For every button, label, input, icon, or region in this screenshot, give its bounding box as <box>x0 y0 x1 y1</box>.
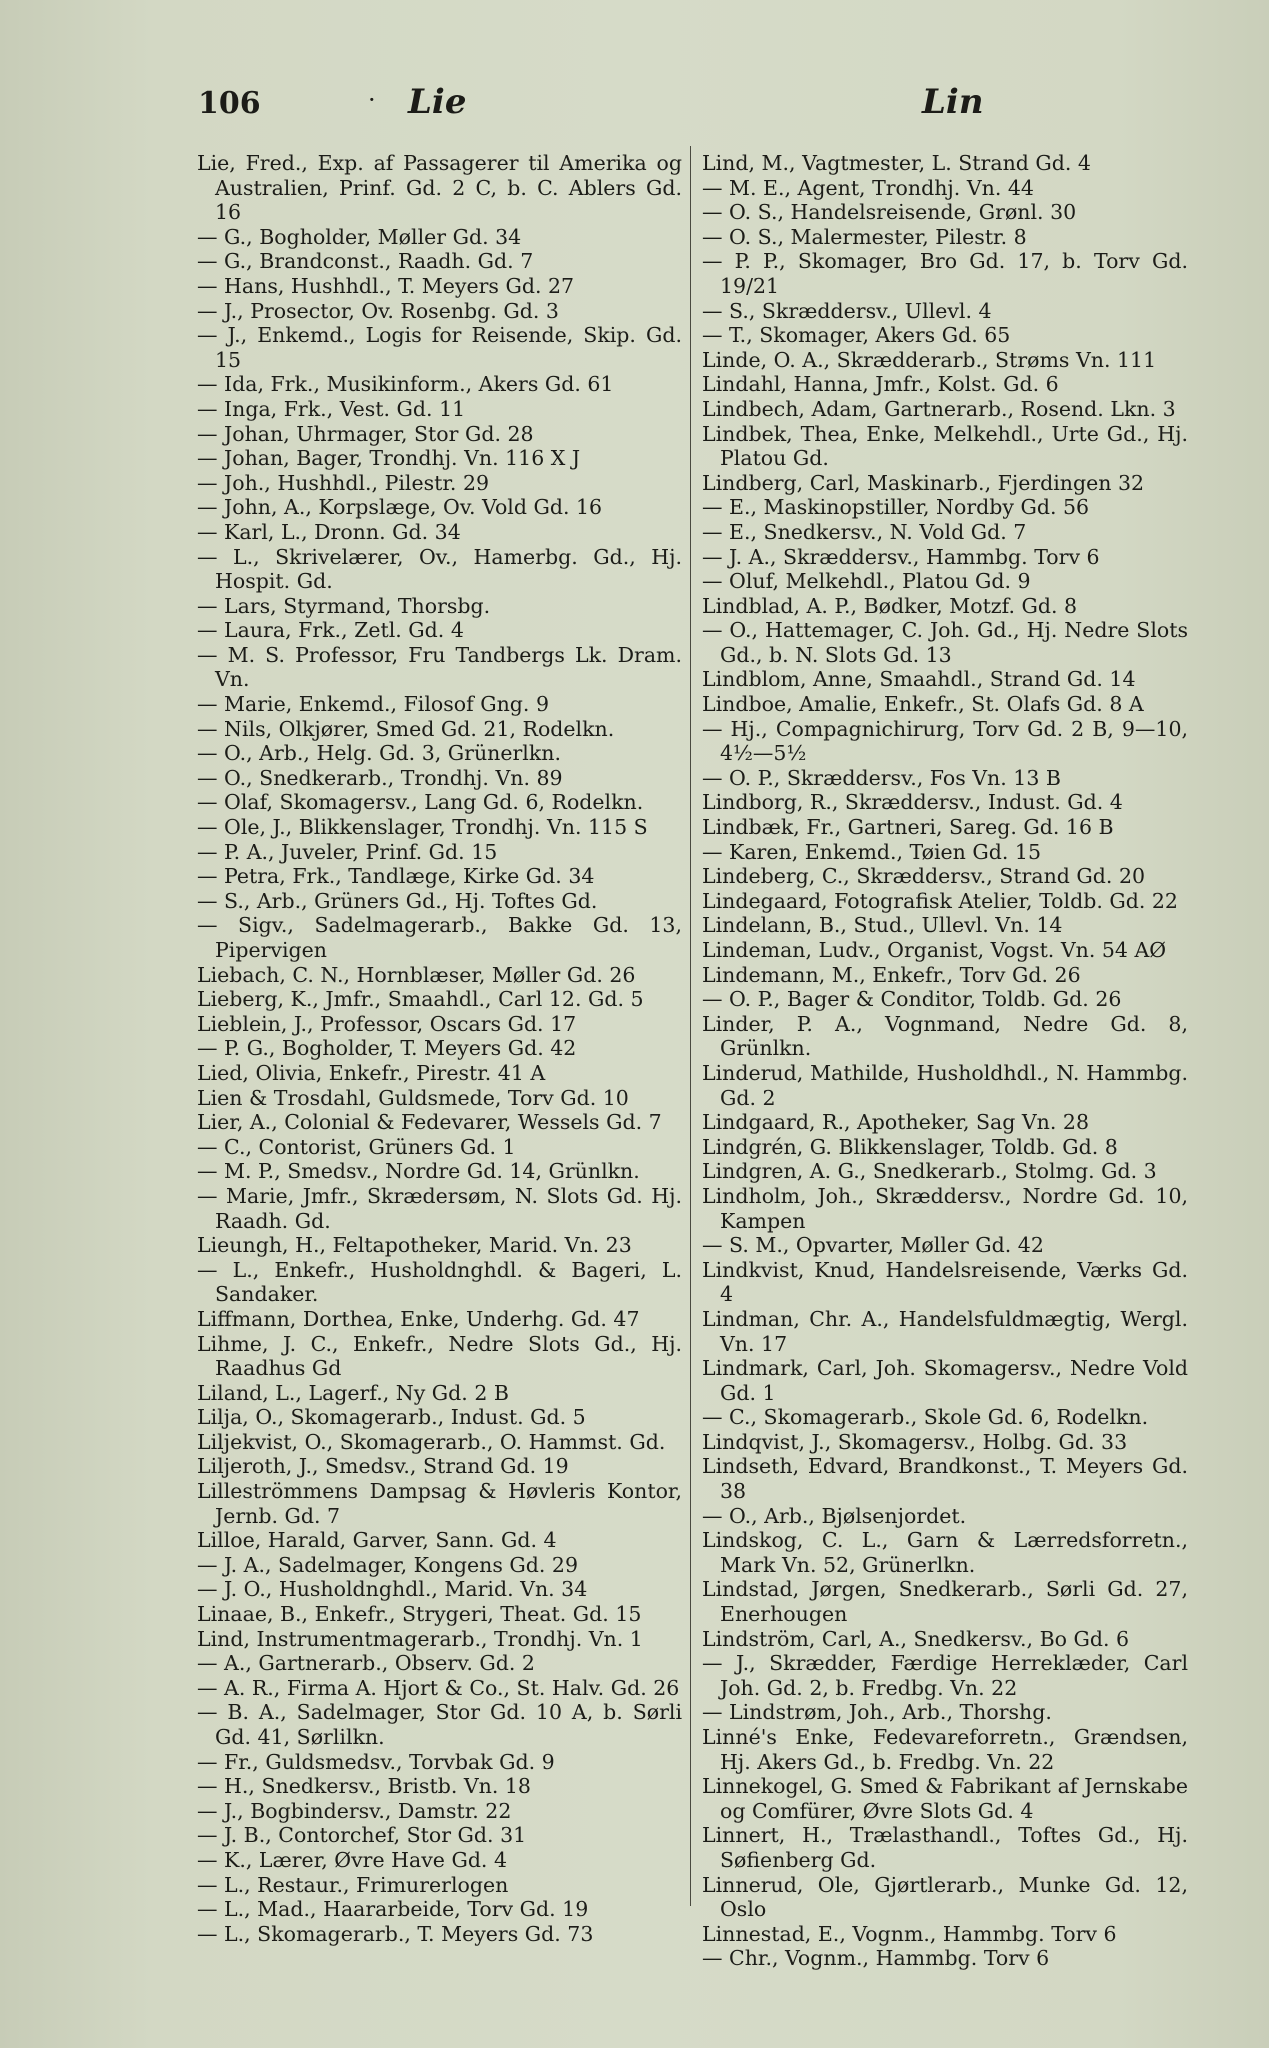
directory-entry: — O., Arb., Bjølsenjordet. <box>702 1503 967 1528</box>
directory-entry: — Karl, L., Dronn. Gd. 34 <box>197 519 461 544</box>
directory-entry: Lieberg, K., Jmfr., Smaahdl., Carl 12. Gd. 5 <box>197 987 644 1012</box>
directory-entry: — M. E., Agent, Trondhj. Vn. 44 <box>702 175 1034 200</box>
directory-entry: — P. P., Skomager, Bro Gd. 17, b. Torv Gd. 19/21 <box>702 249 1188 298</box>
directory-entry: — Sigv., Sadelmagerarb., Bakke Gd. 13, Pipervigen <box>197 913 682 962</box>
directory-entry: Lier, A., Colonial & Fedevarer, Wessels Gd. 7 <box>197 1110 662 1135</box>
directory-entry: Lindholm, Joh., Skræddersv., Nordre Gd. 10, Kampen <box>702 1183 1188 1233</box>
directory-entry: Lindblom, Anne, Smaahdl., Strand Gd. 14 <box>702 667 1136 692</box>
page-header <box>0 80 1269 132</box>
directory-entry: Lindqvist, J., Skomagersv., Holbg. Gd. 33 <box>702 1429 1128 1454</box>
directory-entry: — J., Skrædder, Færdige Herreklæder, Carl Joh. Gd. 2, b. Fredbg. Vn. 22 <box>702 1651 1188 1700</box>
directory-entry: — J., Bogbindersv., Damstr. 22 <box>197 1798 512 1823</box>
directory-entry: Linde, O. A., Skrædderarb., Strøms Vn. 111 <box>702 347 1157 372</box>
directory-entry: — P. A., Juveler, Prinf. Gd. 15 <box>197 839 498 864</box>
directory-entry: Lied, Olivia, Enkefr., Pirestr. 41 A <box>197 1060 546 1085</box>
directory-entry: — O., Arb., Helg. Gd. 3, Grünerlkn. <box>197 741 561 766</box>
directory-entry: — H., Snedkersv., Bristb. Vn. 18 <box>197 1774 531 1799</box>
directory-entry: — O. P., Skræddersv., Fos Vn. 13 B <box>702 765 1061 790</box>
directory-entry: — L., Restaur., Frimurerlogen <box>197 1872 509 1897</box>
directory-entry: — O. S., Handelsreisende, Grønl. 30 <box>702 200 1077 225</box>
directory-entry: — J. A., Sadelmager, Kongens Gd. 29 <box>197 1552 579 1577</box>
directory-entry: — J., Enkemd., Logis for Reisende, Skip. Gd. 15 <box>197 323 682 372</box>
directory-entry: — Fr., Guldsmedsv., Torvbak Gd. 9 <box>197 1749 555 1774</box>
directory-entry: Lindborg, R., Skræddersv., Indust. Gd. 4 <box>702 790 1123 815</box>
directory-entry: Lind, M., Vagtmester, L. Strand Gd. 4 <box>702 151 1091 175</box>
directory-entry: — Oluf, Melkehdl., Platou Gd. 9 <box>702 569 1031 594</box>
directory-entry: — Lindstrøm, Joh., Arb., Thorshg. <box>702 1700 1052 1725</box>
directory-entry: — T., Skomager, Akers Gd. 65 <box>702 323 1011 348</box>
directory-entry: — Ida, Frk., Musikinform., Akers Gd. 61 <box>197 372 614 397</box>
directory-entry: — Marie, Jmfr., Skrædersøm, N. Slots Gd. Hj. Raadh. Gd. <box>197 1183 682 1233</box>
directory-entry: Lilja, O., Skomagerarb., Indust. Gd. 5 <box>197 1405 586 1430</box>
directory-entry: — Marie, Enkemd., Filosof Gng. 9 <box>197 692 550 717</box>
directory-entry: Lien & Trosdahl, Guldsmede, Torv Gd. 10 <box>197 1085 629 1110</box>
directory-entry: Linaae, B., Enkefr., Strygeri, Theat. Gd. 15 <box>197 1602 642 1627</box>
directory-entry: Lindbek, Thea, Enke, Melkehdl., Urte Gd., Hj. Platou Gd. <box>702 421 1188 471</box>
directory-entry: — S. M., Opvarter, Møller Gd. 42 <box>702 1233 1044 1258</box>
header-right-catchword: Lin <box>922 82 984 122</box>
header-dot: · <box>368 86 376 114</box>
directory-entry: — O. S., Malermester, Pilestr. 8 <box>702 224 1027 249</box>
directory-entry: — Nils, Olkjører, Smed Gd. 21, Rodelkn. <box>197 716 615 741</box>
directory-entry: Lindström, Carl, A., Snedkersv., Bo Gd. 6 <box>702 1626 1130 1651</box>
directory-entry: Liland, L., Lagerf., Ny Gd. 2 B <box>197 1380 509 1405</box>
directory-entry: Lindbæk, Fr., Gartneri, Sareg. Gd. 16 B <box>702 815 1114 840</box>
directory-entry: Linnerud, Ole, Gjørtlerarb., Munke Gd. 12, Oslo <box>702 1872 1188 1922</box>
directory-entry: — Petra, Frk., Tandlæge, Kirke Gd. 34 <box>197 864 595 889</box>
directory-entry: — Karen, Enkemd., Tøien Gd. 15 <box>702 839 1042 864</box>
directory-entry: — O., Hattemager, C. Joh. Gd., Hj. Nedre Slots Gd., b. N. Slots Gd. 13 <box>702 618 1188 667</box>
directory-entry: — Lars, Styrmand, Thorsbg. <box>197 593 491 618</box>
directory-entry: — A., Gartnerarb., Observ. Gd. 2 <box>197 1651 535 1676</box>
directory-entry: — J. A., Skræddersv., Hammbg. Torv 6 <box>702 544 1100 569</box>
directory-entry: — J. O., Husholdnghdl., Marid. Vn. 34 <box>197 1577 588 1602</box>
directory-entry: — O. P., Bager & Conditor, Toldb. Gd. 26 <box>702 987 1122 1012</box>
directory-entry: Linder, P. A., Vognmand, Nedre Gd. 8, Grünlkn. <box>702 1011 1188 1061</box>
directory-entry: Lindelann, B., Stud., Ullevl. Vn. 14 <box>702 913 1063 938</box>
directory-entry: Lind, Instrumentmagerarb., Trondhj. Vn. 1 <box>197 1626 643 1651</box>
directory-entry: — Joh., Hushhdl., Pilestr. 29 <box>197 470 490 495</box>
directory-entry: — L., Skrivelærer, Ov., Hamerbg. Gd., Hj. Hospit. Gd. <box>197 544 682 594</box>
directory-entry: — E., Maskinopstiller, Nordby Gd. 56 <box>702 495 1090 520</box>
directory-entry: Lie, Fred., Exp. af Passagerer til Amerika og Australien, Prinf. Gd. 2 C, b. C. Ablers Gd. 16 <box>197 151 682 225</box>
directory-entry: — S., Skræddersv., Ullevl. 4 <box>702 298 992 323</box>
directory-entry: Lilleströmmens Dampsag & Høvleris Kontor, Jernb. Gd. 7 <box>197 1479 682 1528</box>
directory-entry: — Hans, Hushhdl., T. Meyers Gd. 27 <box>197 273 575 298</box>
directory-entry: Lindgaard, R., Apotheker, Sag Vn. 28 <box>702 1110 1090 1135</box>
directory-entry: — E., Snedkersv., N. Vold Gd. 7 <box>702 519 1027 544</box>
directory-entry: — C., Skomagerarb., Skole Gd. 6, Rodelkn. <box>702 1405 1149 1430</box>
right-column <box>702 151 1188 1971</box>
directory-entry: — B. A., Sadelmager, Stor Gd. 10 A, b. Sørli Gd. 41, Sørlilkn. <box>197 1700 682 1749</box>
directory-entry: — O., Snedkerarb., Trondhj. Vn. 89 <box>197 765 563 790</box>
directory-entry: Linné's Enke, Fedevareforretn., Grændsen, Hj. Akers Gd., b. Fredbg. Vn. 22 <box>702 1725 1188 1774</box>
directory-entry: — John, A., Korpslæge, Ov. Vold Gd. 16 <box>197 495 603 520</box>
directory-entry: Lihme, J. C., Enkefr., Nedre Slots Gd., Hj. Raadhus Gd <box>197 1331 682 1381</box>
directory-entry: — C., Contorist, Grüners Gd. 1 <box>197 1134 516 1159</box>
directory-entry: — G., Brandconst., Raadh. Gd. 7 <box>197 249 534 274</box>
directory-entry: Liffmann, Dorthea, Enke, Underhg. Gd. 47 <box>197 1306 640 1331</box>
directory-entry: Liljeroth, J., Smedsv., Strand Gd. 19 <box>197 1454 569 1479</box>
directory-entry: Lindmark, Carl, Joh. Skomagersv., Nedre Vold Gd. 1 <box>702 1356 1188 1405</box>
directory-entry: Linnekogel, G. Smed & Fabrikant af Jernskabe og Comfürer, Øvre Slots Gd. 4 <box>702 1774 1188 1823</box>
directory-entry: — Chr., Vognm., Hammbg. Torv 6 <box>702 1946 1050 1971</box>
directory-entry: — Olaf, Skomagersv., Lang Gd. 6, Rodelkn. <box>197 790 644 815</box>
directory-entry: Linnert, H., Trælasthandl., Toftes Gd., Hj. Søfienberg Gd. <box>702 1823 1188 1872</box>
directory-entry: — Johan, Bager, Trondhj. Vn. 116 X J <box>197 446 581 471</box>
directory-entry: Lindahl, Hanna, Jmfr., Kolst. Gd. 6 <box>702 372 1059 397</box>
directory-entry: — P. G., Bogholder, T. Meyers Gd. 42 <box>197 1036 577 1061</box>
directory-entry: Lieungh, H., Feltapotheker, Marid. Vn. 23 <box>197 1233 632 1258</box>
directory-entry: Lindeman, Ludv., Organist, Vogst. Vn. 54 AØ <box>702 938 1167 962</box>
directory-entry: Lindstad, Jørgen, Snedkerarb., Sørli Gd. 27, Enerhougen <box>702 1577 1188 1627</box>
directory-entry: Lindblad, A. P., Bødker, Motzf. Gd. 8 <box>702 593 1078 618</box>
directory-entry: Lilloe, Harald, Garver, Sann. Gd. 4 <box>197 1528 557 1553</box>
directory-entry: — Hj., Compagnichirurg, Torv Gd. 2 B, 9—10, 4½—5½ <box>702 716 1188 766</box>
directory-entry: — J. B., Contorchef, Stor Gd. 31 <box>197 1823 527 1848</box>
header-left-catchword: Lie <box>408 82 467 122</box>
directory-entry: — M. P., Smedsv., Nordre Gd. 14, Grünlkn. <box>197 1159 640 1184</box>
directory-entry: Lindbech, Adam, Gartnerarb., Rosend. Lkn. 3 <box>702 396 1176 421</box>
directory-entry: — Ole, J., Blikkenslager, Trondhj. Vn. 115 S <box>197 815 648 840</box>
left-column <box>197 151 682 1946</box>
directory-entry: Lieblein, J., Professor, Oscars Gd. 17 <box>197 1011 577 1036</box>
directory-entry: Linnestad, E., Vognm., Hammbg. Torv 6 <box>702 1921 1117 1946</box>
directory-entry: Lindskog, C. L., Garn & Lærredsforretn., Mark Vn. 52, Grünerlkn. <box>702 1528 1188 1577</box>
directory-entry: Lindman, Chr. A., Handelsfuldmægtig, Wergl. Vn. 17 <box>702 1306 1188 1356</box>
column-divider <box>690 146 691 1906</box>
directory-entry: Lindboe, Amalie, Enkefr., St. Olafs Gd. 8 A <box>702 692 1144 717</box>
directory-entry: Lindgren, A. G., Snedkerarb., Stolmg. Gd. 3 <box>702 1159 1157 1184</box>
directory-entry: Lindeberg, C., Skræddersv., Strand Gd. 20 <box>702 864 1146 889</box>
directory-entry: Lindegaard, Fotografisk Atelier, Toldb. Gd. 22 <box>702 888 1178 913</box>
directory-entry: — S., Arb., Grüners Gd., Hj. Toftes Gd. <box>197 888 598 913</box>
directory-entry: — G., Bogholder, Møller Gd. 34 <box>197 224 522 249</box>
directory-entry: — M. S. Professor, Fru Tandbergs Lk. Dram. Vn. <box>197 642 682 692</box>
directory-entry: Lindberg, Carl, Maskinarb., Fjerdingen 32 <box>702 470 1145 495</box>
directory-entry: Lindkvist, Knud, Handelsreisende, Værks Gd. 4 <box>702 1257 1188 1307</box>
directory-entry: Liebach, C. N., Hornblæser, Møller Gd. 26 <box>197 962 636 987</box>
directory-entry: — K., Lærer, Øvre Have Gd. 4 <box>197 1847 508 1872</box>
directory-entry: — J., Prosector, Ov. Rosenbg. Gd. 3 <box>197 298 559 323</box>
directory-entry: Liljekvist, O., Skomagerarb., O. Hammst. Gd. <box>197 1429 666 1454</box>
directory-entry: — Johan, Uhrmager, Stor Gd. 28 <box>197 421 534 446</box>
directory-entry: — L., Skomagerarb., T. Meyers Gd. 73 <box>197 1921 594 1946</box>
directory-entry: Lindseth, Edvard, Brandkonst., T. Meyers Gd. 38 <box>702 1454 1188 1504</box>
directory-entry: — L., Enkefr., Husholdnghdl. & Bageri, L. Sandaker. <box>197 1257 682 1307</box>
directory-entry: Lindemann, M., Enkefr., Torv Gd. 26 <box>702 962 1081 987</box>
directory-entry: — L., Mad., Haararbeide, Torv Gd. 19 <box>197 1897 589 1922</box>
directory-entry: — A. R., Firma A. Hjort & Co., St. Halv. Gd. 26 <box>197 1675 680 1700</box>
page-number: 106 <box>198 86 261 121</box>
directory-entry: Linderud, Mathilde, Husholdhdl., N. Hammbg. Gd. 2 <box>702 1060 1188 1110</box>
directory-entry: — Inga, Frk., Vest. Gd. 11 <box>197 396 466 421</box>
directory-entry: Lindgrén, G. Blikkenslager, Toldb. Gd. 8 <box>702 1134 1118 1159</box>
directory-entry: — Laura, Frk., Zetl. Gd. 4 <box>197 618 464 643</box>
